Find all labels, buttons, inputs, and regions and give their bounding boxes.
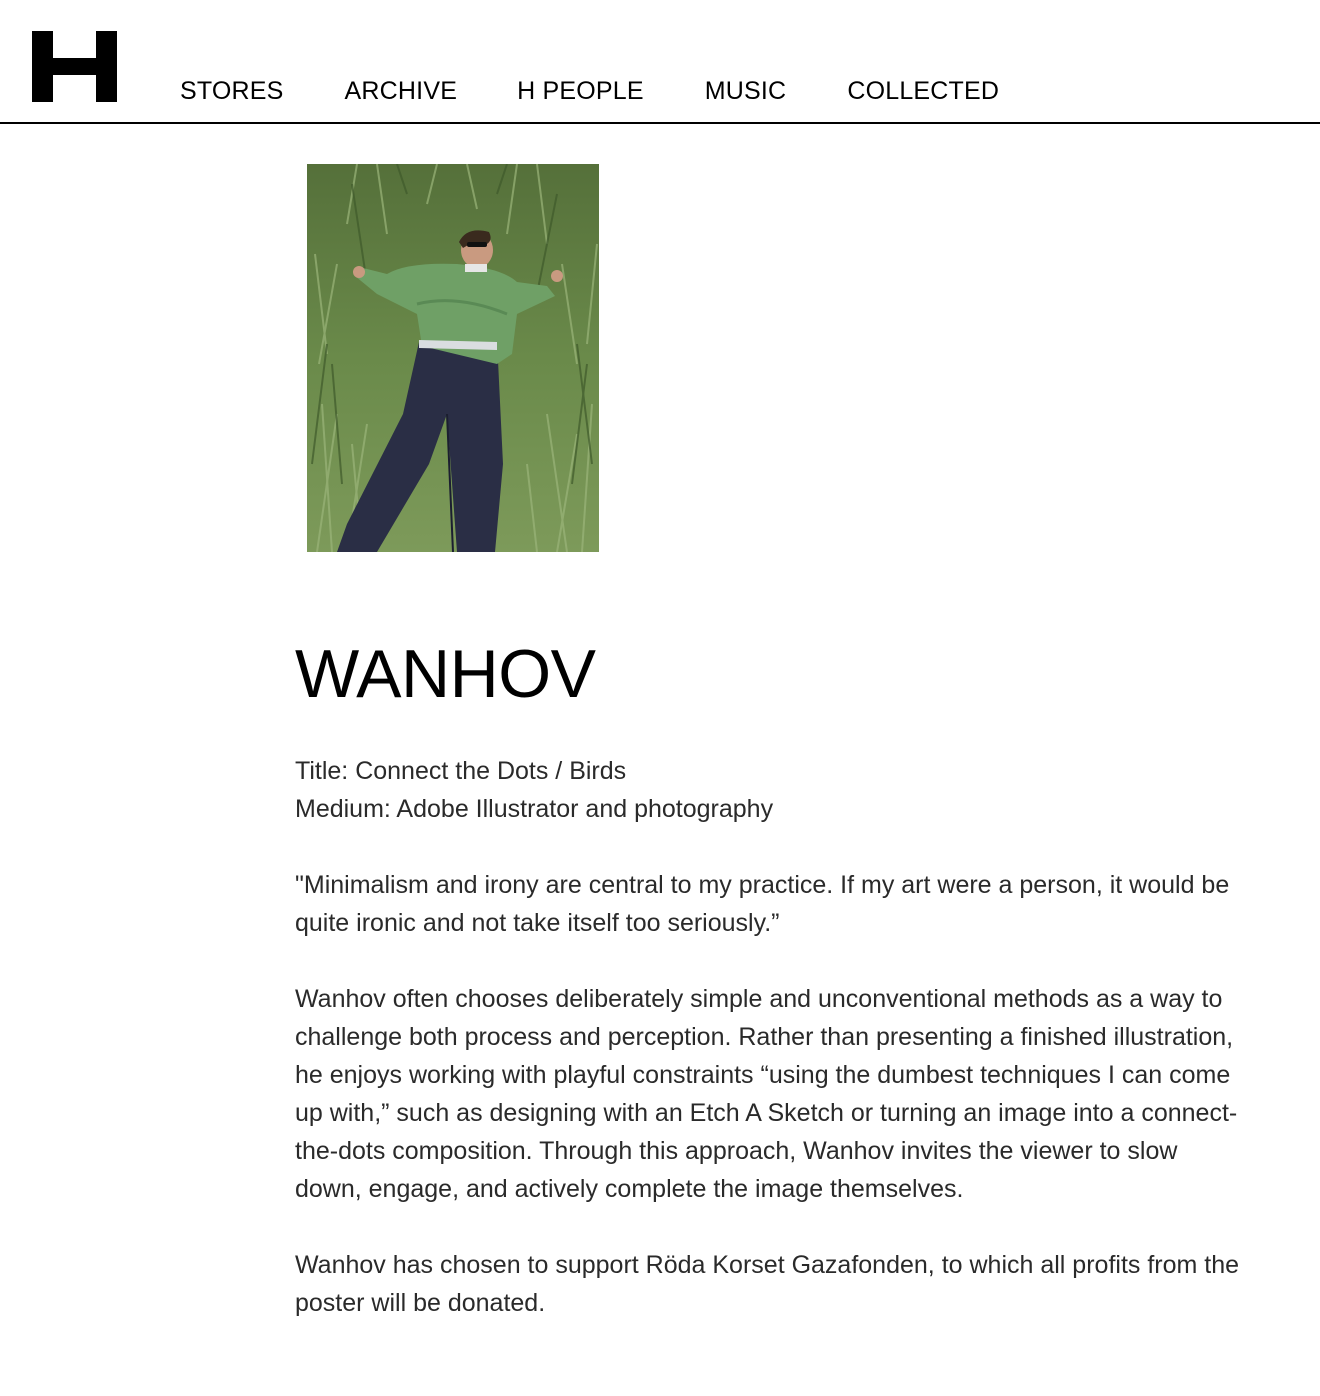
artist-description: Wanhov often chooses deliberately simple and unconventional methods as a way to challenge both process and perception. Rather than presenting a finished illustration, he enjoys working with playful constraints “using the dumbest techniques I can come up with,” such as designing with an Etch A Sketch or turning an image into a connect-the-dots composition. Through this approach, Wanhov invites the viewer to slow down, engage, and actively complete the image themselves. <box>295 985 1238 1203</box>
artwork-medium: Medium: Adobe Illustrator and photography <box>295 795 774 823</box>
nav-item-music[interactable]: MUSIC <box>704 77 787 105</box>
artwork-meta <box>295 752 1255 828</box>
page-title: WANHOV <box>295 636 596 712</box>
logo-h[interactable] <box>32 31 117 102</box>
nav-item-stores[interactable]: STORES <box>180 77 284 105</box>
donation-note: Wanhov has chosen to support Röda Korset Gazafonden, to which all profits from the poster will be donated. <box>295 1251 1240 1317</box>
artist-photo <box>307 164 599 552</box>
artwork-title: Title: Connect the Dots / Birds <box>295 757 627 785</box>
article <box>295 628 1255 1322</box>
site-header <box>0 0 1320 124</box>
photo-person-lying-in-grass-icon <box>307 164 599 552</box>
nav-item-collected[interactable]: COLLECTED <box>847 77 1000 105</box>
nav-item-h-people[interactable]: H PEOPLE <box>517 77 644 105</box>
main-nav <box>180 76 999 106</box>
nav-item-archive[interactable]: ARCHIVE <box>344 77 458 105</box>
artist-quote: "Minimalism and irony are central to my practice. If my art were a person, it would be quite ironic and not take itself too seriously.” <box>295 871 1230 937</box>
